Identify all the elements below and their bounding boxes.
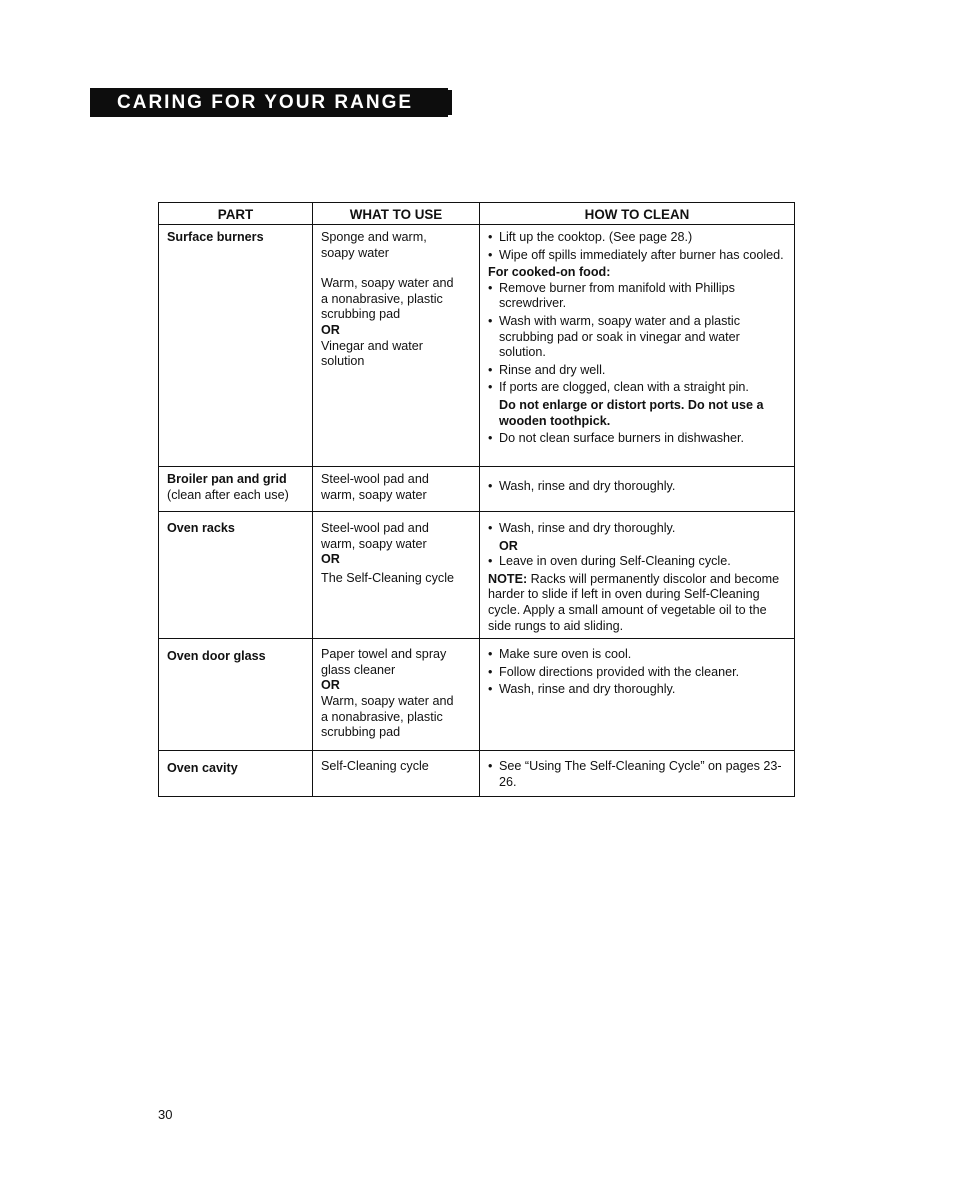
what-line: Vinegar and water: [321, 338, 423, 353]
what-line: Paper towel and spray: [321, 647, 447, 662]
what-to-use-cell: [313, 639, 480, 751]
list-item: • See “Using The Self-Cleaning Cycle” on pages 23-26.: [488, 759, 786, 790]
table-row: [159, 467, 795, 512]
or-label: OR: [321, 322, 340, 337]
subheading: For cooked-on food:: [488, 265, 611, 280]
list-item: • Wash with warm, soapy water and a plastic scrubbing pad or soak in vinegar and water solution.: [488, 314, 786, 361]
section-header: [90, 88, 448, 117]
how-to-clean-cell: [480, 467, 795, 512]
what-line: a nonabrasive, plastic: [321, 291, 443, 306]
what-line: Self-Cleaning cycle: [321, 759, 429, 774]
list-item: • Make sure oven is cool.: [488, 647, 786, 663]
part-cell: [159, 639, 313, 751]
table-row: [159, 512, 795, 639]
what-line: a nonabrasive, plastic: [321, 709, 443, 724]
part-name: Broiler pan and grid: [167, 472, 287, 486]
what-line: The Self-Cleaning cycle: [321, 570, 454, 585]
bullet-list: [488, 554, 786, 570]
what-line: warm, soapy water: [321, 487, 427, 502]
what-line: soapy water: [321, 245, 389, 260]
list-item: • Remove burner from manifold with Phillips screwdriver.: [488, 281, 786, 312]
part-note: (clean after each use): [167, 487, 289, 502]
bullet-list: [488, 759, 786, 790]
list-item: • Follow directions provided with the cleaner.: [488, 665, 786, 681]
list-item: • Wipe off spills immediately after burner has cooled.: [488, 248, 786, 264]
table-row: [159, 639, 795, 751]
list-item: • Wash, rinse and dry thoroughly.: [488, 479, 786, 495]
column-header-part: PART: [159, 203, 313, 225]
table-header-row: [159, 203, 795, 225]
warning-text: Do not enlarge or distort ports. Do not use a wooden toothpick.: [499, 397, 764, 428]
bullet-list: [488, 281, 786, 396]
list-item: • Rinse and dry well.: [488, 363, 786, 379]
how-to-clean-cell: [480, 751, 795, 797]
what-line: glass cleaner: [321, 662, 396, 677]
list-item: • Do not clean surface burners in dishwasher.: [488, 431, 786, 447]
how-to-clean-cell: [480, 225, 795, 467]
part-name: Surface burners: [167, 230, 264, 244]
table-row: [159, 225, 795, 467]
note-text: Racks will permanently discolor and become harder to slide if left in oven during Self-Cleaning cycle. Apply a small amount of vegetable oil to the side rungs to aid sliding.: [488, 571, 780, 633]
bullet-list: [488, 230, 786, 263]
what-line: warm, soapy water: [321, 536, 427, 551]
part-name: Oven racks: [167, 521, 235, 535]
how-to-clean-cell: [480, 512, 795, 639]
what-line: Sponge and warm,: [321, 230, 427, 244]
spacer: [321, 261, 471, 276]
part-name: Oven cavity: [167, 761, 238, 776]
what-to-use-cell: [313, 467, 480, 512]
column-header-what-to-use: WHAT TO USE: [313, 203, 480, 225]
table-row: [159, 751, 795, 797]
part-cell: [159, 512, 313, 639]
what-line: Steel-wool pad and: [321, 472, 429, 486]
part-cell: [159, 225, 313, 467]
column-header-how-to-clean: HOW TO CLEAN: [480, 203, 795, 225]
or-label: OR: [321, 552, 340, 567]
list-item: • If ports are clogged, clean with a straight pin.: [488, 380, 786, 396]
what-line: Warm, soapy water and: [321, 276, 454, 291]
list-item: • Leave in oven during Self-Cleaning cycle.: [488, 554, 786, 570]
or-label: OR: [321, 678, 340, 693]
section-title: CARING FOR YOUR RANGE: [117, 92, 414, 113]
bullet-list: [488, 521, 786, 537]
bullet-list: [488, 647, 786, 698]
what-line: Warm, soapy water and: [321, 693, 454, 708]
what-to-use-cell: [313, 751, 480, 797]
list-item: • Lift up the cooktop. (See page 28.): [488, 230, 786, 246]
note-paragraph: [488, 572, 786, 634]
how-to-clean-cell: [480, 639, 795, 751]
cleaning-table: [158, 202, 795, 797]
part-name: Oven door glass: [167, 649, 266, 664]
bullet-list: [488, 431, 786, 447]
list-item: • Wash, rinse and dry thoroughly.: [488, 682, 786, 698]
page-number: 30: [158, 1107, 173, 1122]
what-line: Steel-wool pad and: [321, 521, 429, 535]
part-cell: [159, 751, 313, 797]
part-cell: [159, 467, 313, 512]
note-label: NOTE:: [488, 571, 528, 586]
list-item: • Wash, rinse and dry thoroughly.: [488, 521, 786, 537]
or-label: OR: [499, 538, 518, 553]
what-line: scrubbing pad: [321, 725, 401, 740]
bullet-list: [488, 479, 786, 495]
what-line: solution: [321, 354, 365, 369]
what-line: scrubbing pad: [321, 307, 401, 322]
what-to-use-cell: [313, 512, 480, 639]
what-to-use-cell: [313, 225, 480, 467]
